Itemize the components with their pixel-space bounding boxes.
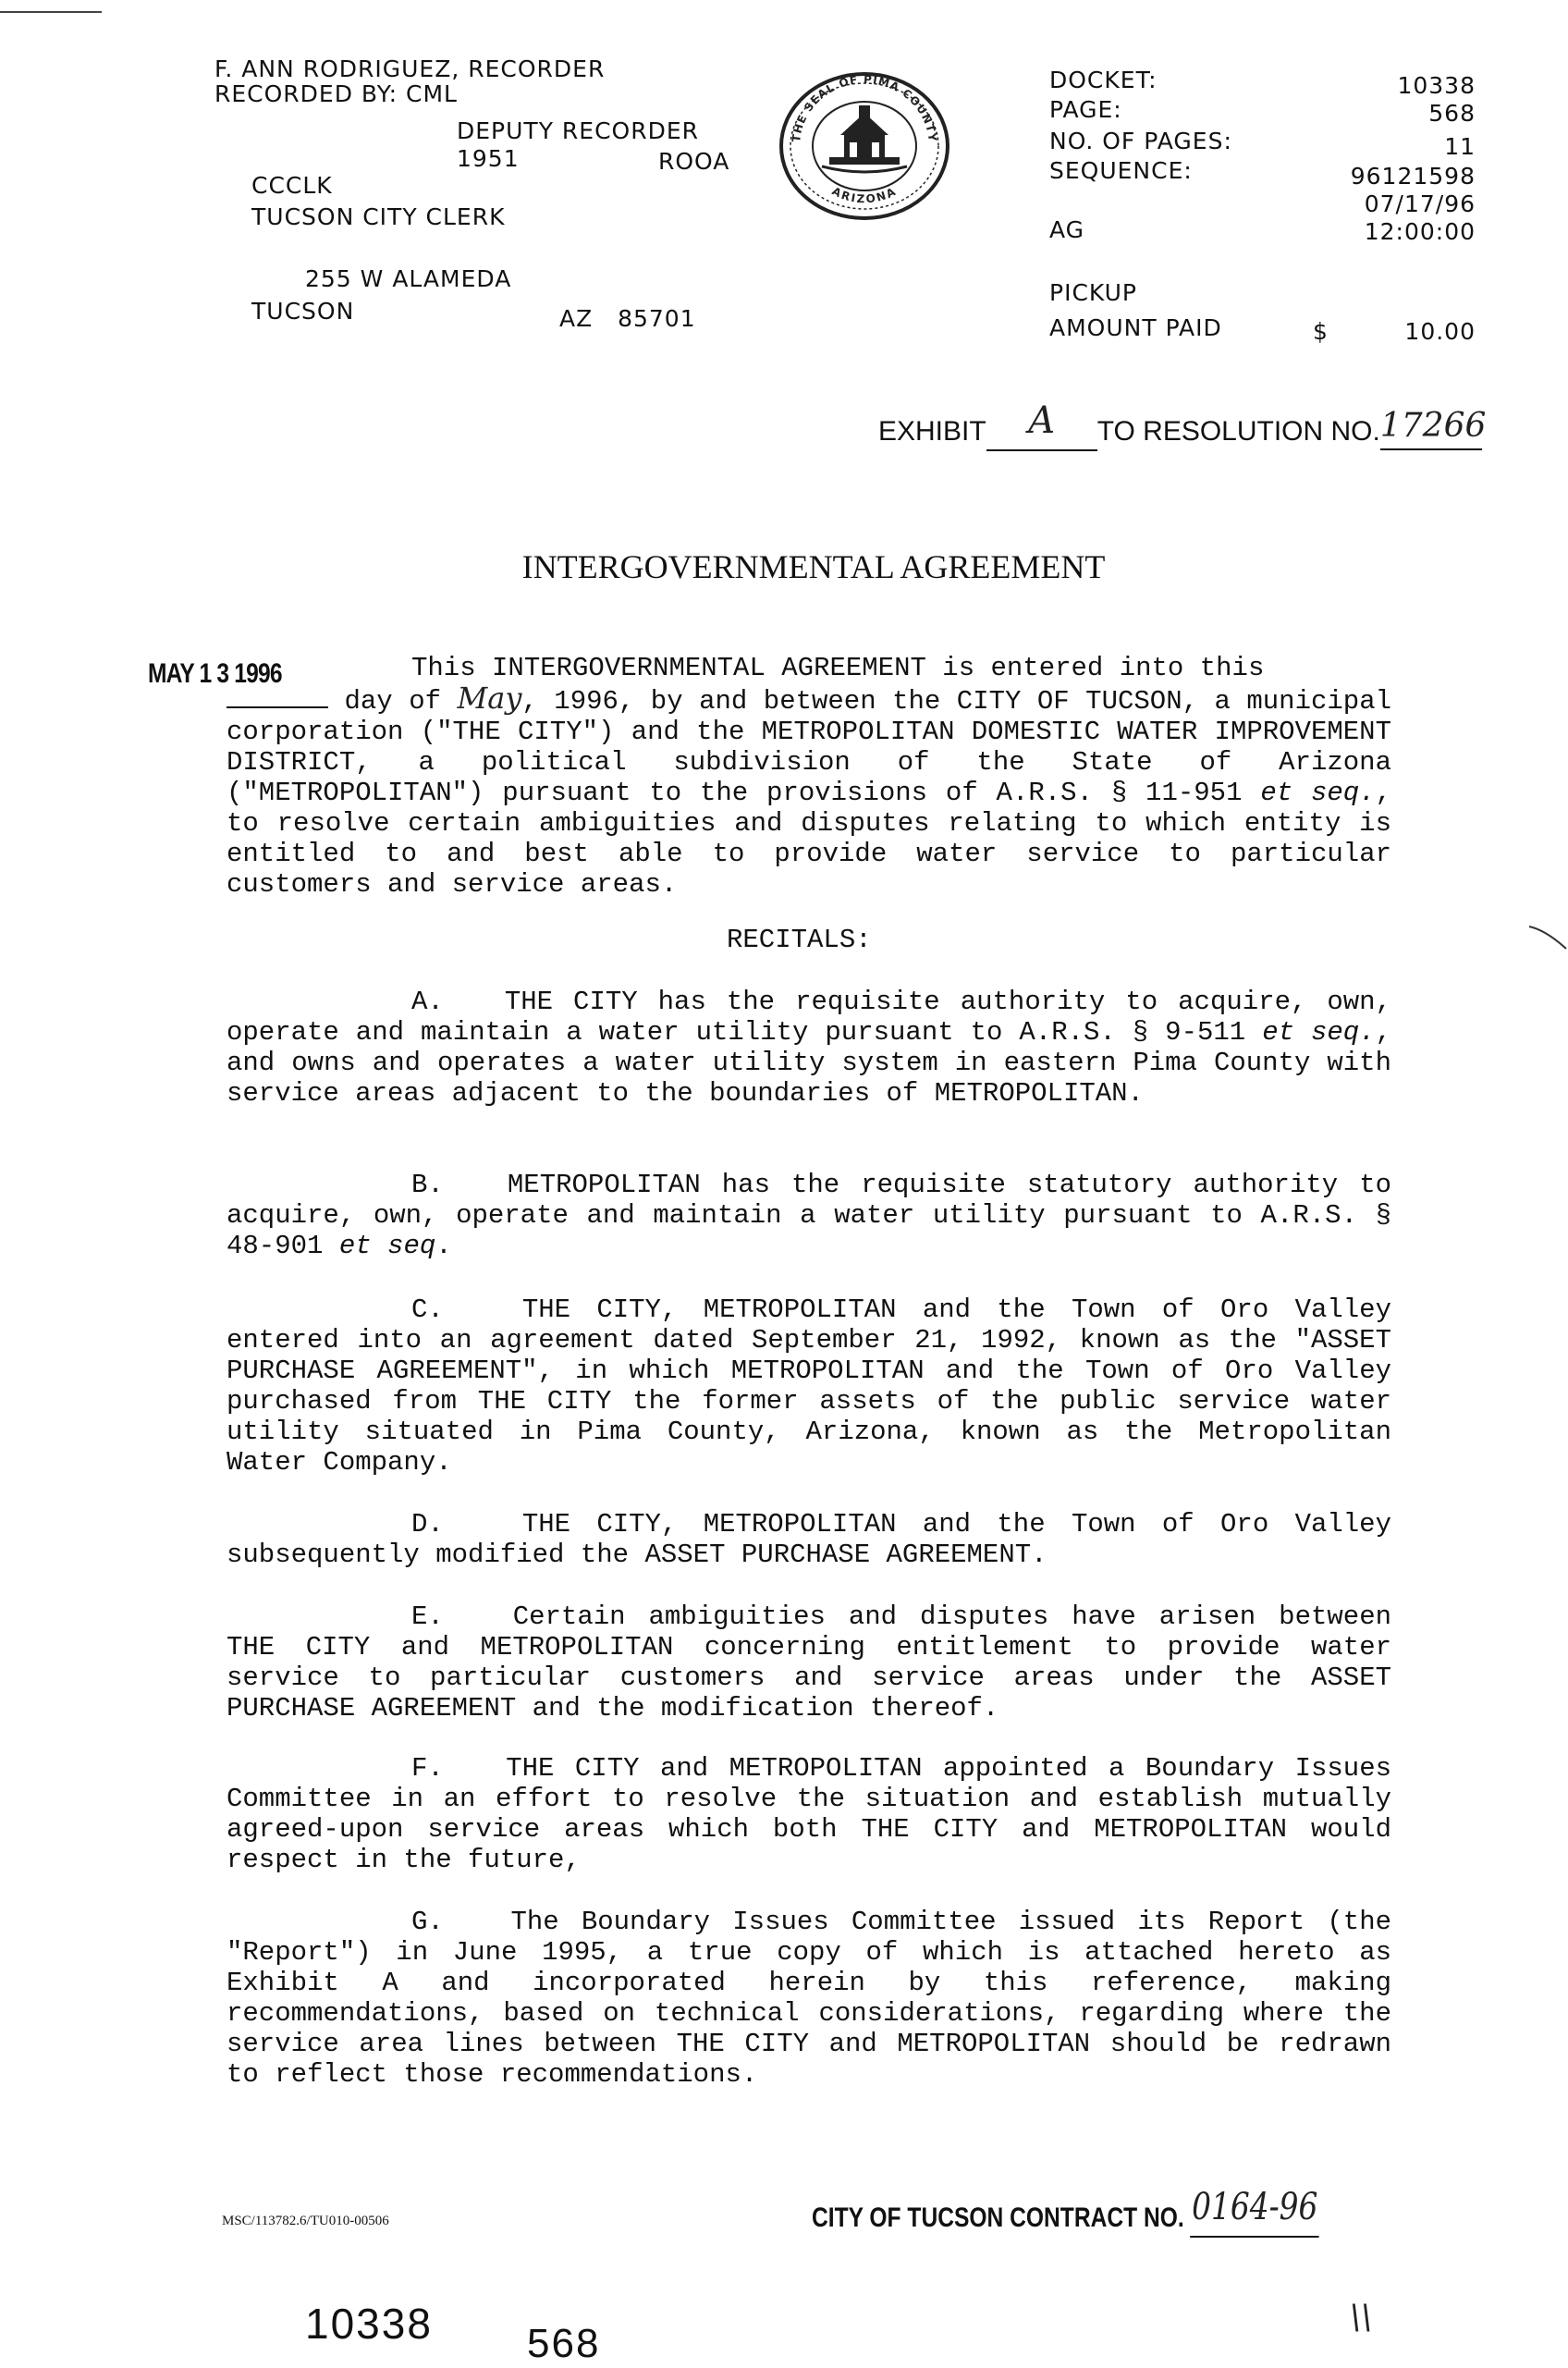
recital-e-label: E.: [411, 1601, 444, 1632]
recorder-line-5: TUCSON CITY CLERK: [251, 203, 506, 230]
amount-paid-value: 10.00: [1404, 318, 1476, 345]
contract-line: [812, 2186, 1319, 2238]
document-title: INTERGOVERNMENTAL AGREEMENT: [521, 548, 1106, 585]
page-label: PAGE:: [1049, 96, 1122, 123]
contract-number: 0164-96: [1191, 2193, 1319, 2238]
county-seal: [772, 65, 957, 222]
recital-g: [227, 1907, 1391, 2090]
recital-a-label: A.: [411, 987, 444, 1017]
exhibit-letter: A: [986, 407, 1097, 451]
pages-label: NO. OF PAGES:: [1049, 128, 1232, 154]
recital-e-text: Certain ambiguities and disputes have arisen between THE CITY and METROPOLITAN concerning entitlement to provide water service to particular customers and service areas under the ASSET PURCHASE AGREEMENT and the modification thereof.: [227, 1601, 1391, 1724]
exhibit-line: [878, 399, 1487, 451]
recital-a-text: THE CITY has the requisite authority to acquire, own, operate and maintain a water utility pursuant to A.R.S. § 9-511: [227, 987, 1391, 1048]
recorder-code-1: 1951: [457, 145, 520, 172]
ag-label: AG: [1049, 216, 1085, 243]
recorder-line-1: F. ANN RODRIGUEZ, RECORDER: [214, 55, 606, 82]
recital-d-text: THE CITY, METROPOLITAN and the Town of Oro Valley subsequently modified the ASSET PURCHASE AGREEMENT.: [227, 1509, 1391, 1570]
recorder-line-4: CCCLK: [251, 172, 333, 199]
recorder-city: TUCSON: [251, 298, 355, 325]
recorder-line-3: DEPUTY RECORDER: [457, 117, 699, 144]
footer-docket-stamp: 10338: [305, 2300, 433, 2348]
recital-b: [227, 1170, 1391, 1261]
recital-f: [227, 1753, 1391, 1875]
pickup-label: PICKUP: [1049, 279, 1138, 306]
intro-et-seq: et seq.: [1260, 778, 1376, 808]
recital-a-et-seq: et seq.: [1262, 1017, 1376, 1048]
docket-label: DOCKET:: [1049, 67, 1158, 93]
sequence-label: SEQUENCE:: [1049, 157, 1193, 184]
recital-c-label: C.: [411, 1294, 444, 1325]
resolution-number: 17266: [1380, 411, 1482, 450]
page-value: 568: [1428, 100, 1476, 127]
seal-bottom-text: ARIZONA: [829, 184, 900, 206]
amount-paid-label: AMOUNT PAID: [1049, 314, 1222, 341]
intro-text-3: , to resolve certain ambiguities and disputes relating to which entity is entitled to and best able to provide water service to particular customers and service areas.: [227, 778, 1391, 900]
recital-c: [227, 1294, 1391, 1478]
recorder-address: 255 W ALAMEDA: [305, 265, 512, 292]
received-date-stamp: MAY 1 3 1996: [148, 658, 282, 689]
intro-month: May: [457, 681, 522, 716]
file-reference: MSC/113782.6/TU010-00506: [222, 2214, 389, 2228]
svg-text:ARIZONA: [830, 184, 900, 205]
recorder-line-2: RECORDED BY: CML: [214, 80, 458, 107]
recital-g-text: The Boundary Issues Committee issued its Report (the "Report") in June 1995, a true copy of which is attached hereto as Exhibit A and incorporated herein by this reference, making recommendations, based on technical considerations, regarding where the service area lines between THE CITY and METROPOLITAN should be redrawn to reflect those recommendations.: [227, 1907, 1391, 2090]
pages-value: 11: [1444, 133, 1476, 160]
scan-edge-line: [0, 11, 102, 13]
intro-paragraph: [227, 653, 1391, 900]
recital-d-label: D.: [411, 1509, 444, 1540]
intro-text-2: , 1996, by and between the CITY OF TUCSON, a municipal corporation ("THE CITY") and the METROPOLITAN DOMESTIC WATER IMPROVEMENT DISTRICT, a political subdivision of the State of Arizona ("METROPOLITAN") pursuant to the provisions of A.R.S. § 11-951: [227, 686, 1392, 808]
recital-b-text: METROPOLITAN has the requisite statutory authority to acquire, own, operate and maintain a water utility pursuant to A.R.S. § 48-901: [227, 1170, 1391, 1261]
intro-day-of: day of: [344, 686, 441, 717]
seal-top-text: THE SEAL OF PIMA COUNTY: [790, 72, 939, 143]
intro-text-1: This INTERGOVERNMENTAL AGREEMENT is entered into this: [411, 653, 1265, 683]
scan-margin-mark: [1527, 923, 1568, 951]
recital-b-label: B.: [411, 1170, 444, 1200]
recitals-heading: RECITALS:: [727, 925, 872, 955]
recital-a: [227, 987, 1391, 1109]
intro-day-blank: [227, 706, 328, 708]
recital-d: [227, 1509, 1391, 1570]
footer-handwritten-mark: \\: [1350, 2299, 1373, 2337]
seal-emblem: [822, 105, 907, 172]
contract-label: CITY OF TUCSON CONTRACT NO.: [812, 2202, 1184, 2233]
sequence-value: 96121598: [1350, 163, 1476, 190]
record-time: 12:00:00: [1364, 218, 1476, 245]
recital-c-text: THE CITY, METROPOLITAN and the Town of Oro Valley entered into an agreement dated September 21, 1992, known as the "ASSET PURCHASE AGREEMENT", in which METROPOLITAN and the Town of Oro Valley purchased from THE CITY the former assets of the public service water utility situated in Pima County, Arizona, known as the Metropolitan Water Company.: [227, 1294, 1391, 1478]
exhibit-prefix: EXHIBIT: [878, 416, 986, 447]
recital-b-text-2: .: [435, 1231, 452, 1261]
recorder-code-2: ROOA: [658, 148, 730, 175]
resolution-label: TO RESOLUTION NO.: [1096, 416, 1380, 447]
recital-f-text: THE CITY and METROPOLITAN appointed a Boundary Issues Committee in an effort to resolve the situation and establish mutually agreed-upon service areas which both THE CITY and METROPOLITAN would respect in the future,: [227, 1753, 1391, 1875]
recital-f-label: F.: [411, 1753, 444, 1784]
recital-a-text-2: , and owns and operates a water utility system in eastern Pima County with service areas adjacent to the boundaries of METROPOLITAN.: [227, 1017, 1391, 1109]
recital-b-et-seq: et seq: [338, 1231, 436, 1261]
record-date: 07/17/96: [1364, 190, 1476, 217]
recital-e: [227, 1601, 1391, 1724]
footer-page-stamp: 568: [527, 2321, 601, 2366]
docket-value: 10338: [1397, 72, 1476, 99]
recital-g-label: G.: [411, 1907, 444, 1937]
currency-symbol: $: [1313, 318, 1329, 345]
recorder-state-zip: AZ 85701: [559, 305, 696, 332]
